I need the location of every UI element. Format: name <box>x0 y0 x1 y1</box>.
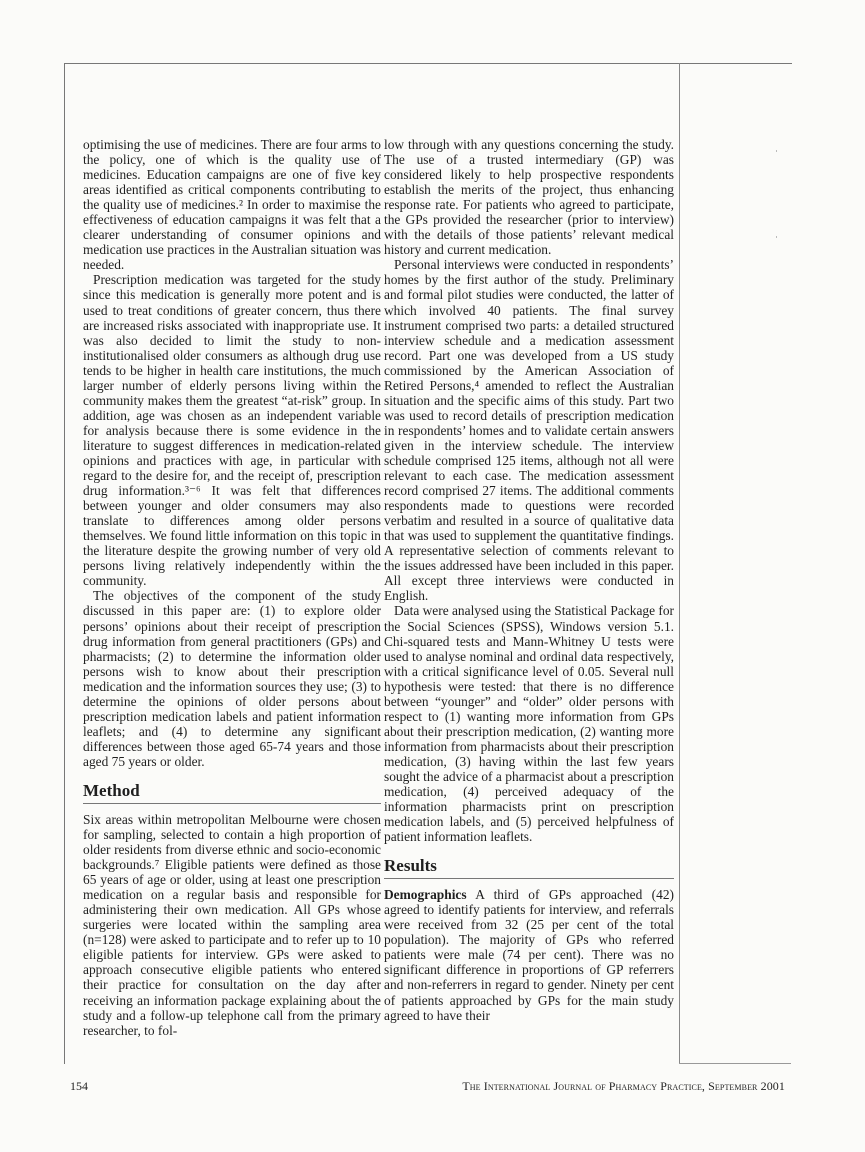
paragraph: Data were analysed using the Statistical Package for the Social Sciences (SPSS), Windows version 5.1. Chi-squared tests and Mann-Whitney U tests were used to analyse nominal and ordinal data respectively, with a critical significance level of 0.05. Several null hypothesis were tested: that there is no difference between “younger” and “older” older persons with respect to (1) wanting more information from GPs about their prescription medication, (2) wanting more information from pharmacists about their prescription medication, (3) having within the last few years sought the advice of a pharmacist about a prescription medication, (4) perceived adequacy of the information pharmacists print on prescription medication labels, and (5) perceived helpfulness of patient information leaflets. <box>384 603 674 845</box>
right-column <box>384 137 674 1023</box>
paragraph: low through with any questions concerning the study. The use of a trusted intermediary (GP) was considered likely to help prospective respondents establish the merits of the project, thus enhancing response rate. For patients who agreed to participate, the GPs provided the researcher (prior to interview) with the details of those patients’ relevant medical history and current medication. <box>384 137 674 258</box>
demographics-runin-heading: Demographics <box>384 887 467 903</box>
margin-rule <box>679 63 680 1064</box>
page-number: 154 <box>70 1079 88 1093</box>
paragraph: The objectives of the component of the study discussed in this paper are: (1) to explore older persons’ opinions about their receipt of prescription drug information from general practitioners (GPs) and pharmacists; (2) to determine the information older persons wish to know about their prescription medication and the information sources they use; (3) to determine the opinions of older persons about prescription medication labels and patient information leaflets; and (4) to determine any significant differences between those aged 65-74 years and those aged 75 years or older. <box>83 588 381 769</box>
paragraph: Personal interviews were conducted in respondents’ homes by the first author of the study. Preliminary and formal pilot studies were conducted, the latter of which involved 40 patients. The final survey instrument comprised two parts: a detailed structured interview schedule and a medication assessment record. Part one was developed from a US study commissioned by the American Association of Retired Persons,⁴ amended to reflect the Australian situation and the specific aims of this study. Part two was used to record details of prescription medication in respondents’ homes and to validate certain answers given in the interview schedule. The interview schedule comprised 125 items, although not all were relevant to each case. The medication assessment record comprised 27 items. The additional comments respondents made to questions were recorded verbatim and resulted in a source of qualitative data that was used to supplement the quantitative findings. A representative selection of comments relevant to the issues addressed have been included in this paper. All except three interviews were conducted in English. <box>384 257 674 604</box>
paragraph-text: A third of GPs approached (42) agreed to identify patients for interview, and referrals were received from 32 (25 per cent of the total population). The majority of GPs who referred patients were male (74 per cent). There was no significant difference in proportions of GP referrers and non-referrers in regard to gender. Ninety per cent of patients approached by GPs for the main study agreed to have their <box>384 887 674 1023</box>
paragraph <box>384 887 674 1022</box>
paragraph: Prescription medication was targeted for the study since this medication is generally more potent and is used to treat conditions of greater concern, thus there are increased risks associated with inappropriate use. It was also decided to limit the study to non-institutionalised older consumers as although drug use tends to be higher in health care institutions, the much larger number of elderly persons living within the community makes them the greatest “at-risk” group. In addition, age was chosen as an independent variable for analysis because there is some evidence in the literature to suggest differences in medication-related opinions and practices with age, in particular with regard to the desire for, and the receipt of, prescription drug information.³⁻⁶ It was felt that differences between younger and older consumers may also translate to differences among older persons themselves. We found little information on this topic in the literature despite the growing number of very old persons living relatively independently within the community. <box>83 272 381 589</box>
left-column <box>83 137 381 1038</box>
scan-speck <box>776 150 777 152</box>
margin-rule-bottom <box>679 1063 791 1064</box>
paragraph: Six areas within metropolitan Melbourne were chosen for sampling, selected to contain a high proportion of older residents from diverse ethnic and socio-economic backgrounds.⁷ Eligible patients were defined as those 65 years of age or older, using at least one prescription medication on a regular basis and responsible for administering their own medication. All GPs whose surgeries were located within the sampling area (n=128) were asked to participate and to refer up to 10 eligible patients for interview. GPs were asked to approach consecutive eligible patients who entered their practice for consultation on the day after receiving an information package explaining about the study and a follow-up telephone call from the primary researcher, to fol- <box>83 811 381 1038</box>
page-footer <box>70 1077 785 1095</box>
journal-running-footer: The International Journal of Pharmacy Practice, September 2001 <box>462 1079 785 1093</box>
paragraph: optimising the use of medicines. There are four arms to the policy, one of which is the quality use of medicines. Education campaigns are one of five key areas identified as critical components contributing to the quality use of medicines.² In order to maximise the effectiveness of education campaigns it was felt that a clearer understanding of consumer opinions and medication use practices in the Australian situation was needed. <box>83 137 381 273</box>
section-rule <box>384 878 674 879</box>
results-heading: Results <box>384 856 437 876</box>
method-heading: Method <box>83 780 140 800</box>
scan-speck <box>776 236 777 238</box>
section-rule <box>83 803 381 804</box>
